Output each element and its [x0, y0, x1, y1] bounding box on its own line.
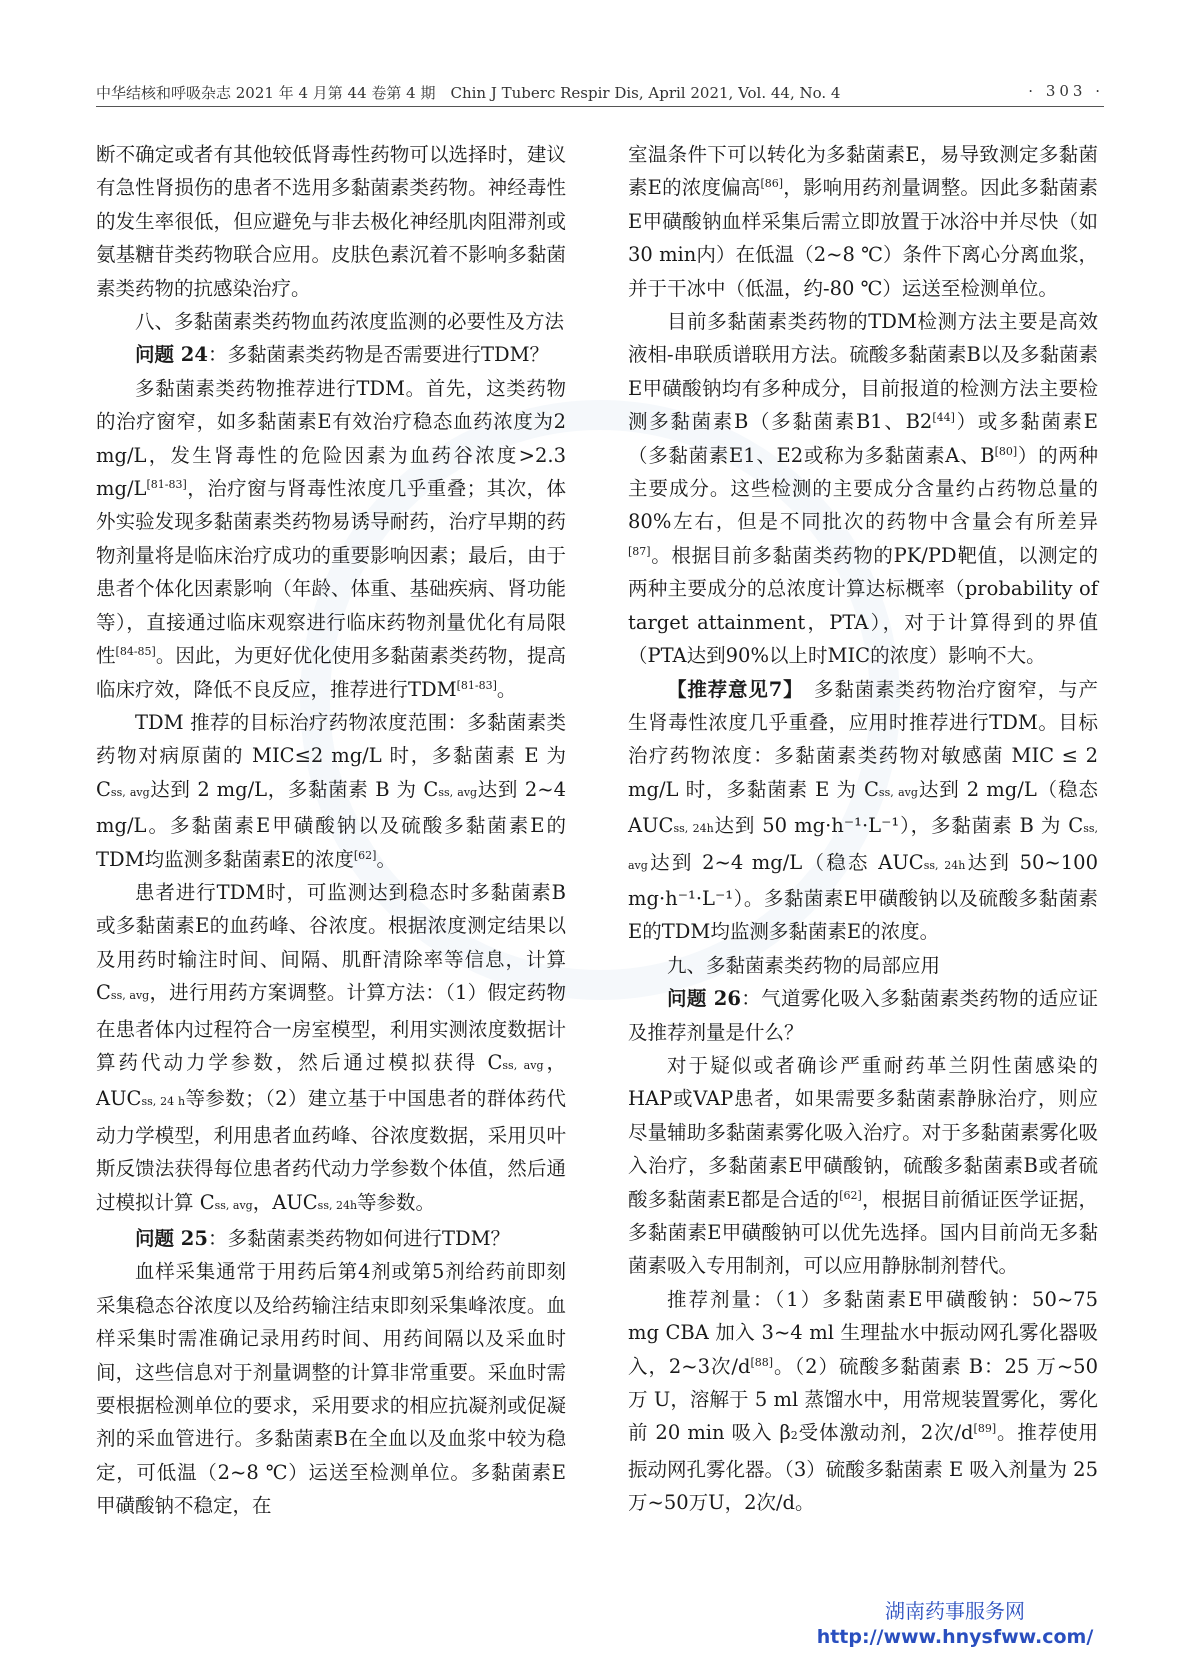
text-run: 。推荐使用振动网孔雾化器。（3）硫酸多黏菌素 E 吸入剂量为 25万~50万U，2次/d。	[628, 1421, 1098, 1515]
paragraph	[628, 1283, 1098, 1520]
text-run: ，AUC	[96, 1050, 566, 1111]
citation: [88]	[750, 1355, 774, 1369]
text-run: 。因此，为更好优化使用多黏菌素类药物，提高临床疗效，降低不良反应，推荐进行TDM	[96, 644, 566, 701]
right-column	[628, 138, 1098, 1520]
subscript: ss, avg	[502, 1058, 544, 1072]
site-name: 湖南药事服务网	[885, 1599, 1025, 1623]
citation: [62]	[839, 1188, 862, 1202]
text-run: 推荐剂量：（1）多黏菌素E甲磺酸钠：50~75 mg CBA 加入 3~4 ml 生理盐水中振动网孔雾化器吸入，2~3次/d	[628, 1287, 1098, 1378]
question-label: 问题 25	[135, 1227, 208, 1250]
question-text: ：多黏菌素类药物是否需要进行TDM？	[207, 343, 550, 367]
text-run: ）的两种主要成分。这些检测的主要成分含量约占药物总量的80%左右，但是不同批次的药物中含量会有所差异	[628, 443, 1098, 534]
subscript: ss, avg	[628, 822, 1098, 872]
citation: [86]	[760, 177, 784, 191]
text-run: ，影响用药剂量调整。因此多黏菌素E甲磺酸钠血样采集后需立即放置于冰浴中并尽快（如30 min内）在低温（2~8 ℃）条件下离心分离血浆，并于干冰中（低温，约-80 ℃）运送至检测单位。	[628, 176, 1098, 300]
paragraph	[96, 706, 566, 876]
paragraph: 断不确定或者有其他较低肾毒性药物可以选择时，建议有急性肾损伤的患者不选用多黏菌素类药物。神经毒性的发生率很低，但应避免与非去极化神经肌肉阻滞剂或氨基糖苷类药物联合应用。皮肤色素沉着不影响多黏菌素类药物的抗感染治疗。	[96, 143, 566, 300]
text-run: 患者进行TDM时，可监测达到稳态时多黏菌素B或多黏菌素E的血药峰、谷浓度。根据浓度测定结果以及用药时输注时间、间隔、肌酐清除率等信息，计算 C	[96, 880, 566, 1005]
subscript: ss, avg	[878, 785, 918, 799]
text-run: ）或多黏菌素E（多黏菌素E1、E2或称为多黏菌素A、B	[628, 410, 1098, 467]
question-label: 问题 24	[135, 343, 208, 367]
section-heading-9: 九、多黏菌素类药物的局部应用	[667, 953, 941, 977]
question-26	[628, 982, 1098, 1049]
question-25	[96, 1222, 566, 1255]
running-header	[96, 80, 1104, 107]
citation: [62]	[353, 848, 377, 862]
site-url-link[interactable]: http://www.hnysfww.com/	[816, 1626, 1094, 1648]
paragraph	[628, 1049, 1098, 1283]
citation: [81-83]	[456, 678, 497, 692]
text-run: ，AUC	[252, 1190, 318, 1214]
paragraph	[628, 138, 1098, 305]
text-run: TDM 推荐的目标治疗药物浓度范围：多黏菌素类药物对病原菌的 MIC≤2 mg/L 时，多黏菌素 E 为 C	[96, 710, 566, 801]
journal-citation: 中华结核和呼吸杂志 2021 年 4 月第 44 卷第 4 期 Chin J Tuberc Respir Dis, April 2021, Vol. 44, No. 4	[96, 84, 841, 102]
text-run: 达到 2~4 mg/L。多黏菌素E甲磺酸钠以及硫酸多黏菌素E的TDM均监测多黏菌素E的浓度	[96, 777, 566, 871]
citation: [80]	[994, 444, 1018, 458]
left-column	[96, 138, 566, 1523]
subscript: ss, 24h	[923, 858, 966, 872]
recommendation-label: 【推荐意见7】	[667, 677, 794, 701]
text-run: 。（2）硫酸多黏菌素 B：25 万~50 万 U，溶解于 5 ml 蒸馏水中，用常规装置雾化，雾化前 20 min 吸入 β	[628, 1354, 1098, 1445]
text-run: 。	[376, 847, 396, 871]
text-run: 达到 50~100 mg·h⁻¹·L⁻¹）。多黏菌素E甲磺酸钠以及硫酸多黏菌素E的TDM均监测多黏菌素E的浓度。	[628, 850, 1098, 944]
text-run: ，治疗窗与肾毒性浓度几乎重叠；其次，体外实验发现多黏菌素类药物易诱导耐药，治疗早期的药物剂量将是临床治疗成功的重要影响因素；最后，由于患者个体化因素影响（年龄、体重、基础疾病、肾功能等），直接通过临床观察进行临床药物剂量优化有局限性	[96, 477, 566, 668]
subscript: ss, 24h	[317, 1198, 358, 1212]
text-run: 达到 50 mg·h⁻¹·L⁻¹），多黏菌素 B 为 C	[713, 814, 1084, 838]
paragraph: 血样采集通常于用药后第4剂或第5剂给药前即刻采集稳态谷浓度以及给药输注结束即刻采集峰浓度。血样采集时需准确记录用药时间、用药间隔以及采血时间，这些信息对于剂量调整的计算非常重要。采血时需要根据检测单位的要求，采用要求的相应抗凝剂或促凝剂的采血管进行。多黏菌素B在全血以及血浆中较为稳定，可低温（2~8 ℃）运送至检测单位。多黏菌素E甲磺酸钠不稳定，在	[96, 1260, 566, 1518]
subscript: 2	[790, 1429, 798, 1443]
subscript: ss, avg	[110, 785, 150, 799]
question-label: 问题 26	[667, 987, 741, 1011]
recommendation-7	[628, 673, 1098, 949]
text-run: 等参数。	[357, 1190, 436, 1214]
text-run: 目前多黏菌素类药物的TDM检测方法主要是高效液相-串联质谱联用方法。硫酸多黏菌素B以及多黏菌素E甲磺酸钠均有多种成分，目前报道的检测方法主要检测多黏菌素B（多黏菌素B1、B2	[628, 310, 1098, 434]
subscript: ss, avg	[214, 1198, 253, 1212]
citation: [87]	[628, 544, 651, 558]
subscript: ss, 24 h	[141, 1095, 186, 1109]
text-run: 达到 2~4 mg/L（稳态 AUC	[647, 850, 924, 874]
citation: [44]	[932, 411, 955, 425]
text-run: 。	[496, 677, 517, 701]
site-watermark	[810, 1598, 1100, 1650]
text-run: 。根据目前多黏菌类药物的PK/PD靶值，以测定的两种主要成分的总浓度计算达标概率（probability of target attainment，PTA），对于计算得到的界值（PTA达到90%以上时MIC的浓度）影响不大。	[628, 543, 1098, 668]
text-run: 多黏菌素类药物治疗窗窄，与产生肾毒性浓度几乎重叠，应用时推荐进行TDM。目标治疗药物浓度：多黏菌素类药物对敏感菌 MIC ≤ 2 mg/L 时，多黏菌素 E 为 C	[628, 677, 1098, 801]
subscript: ss, avg	[110, 989, 150, 1003]
page-number: · 303 ·	[1028, 82, 1104, 100]
question-text: ：多黏菌素类药物如何进行TDM？	[207, 1227, 511, 1250]
citation: [89]	[973, 1422, 997, 1436]
paragraph	[96, 876, 566, 1222]
subscript: ss, 24h	[673, 822, 714, 836]
text-run: ，根据目前循证医学证据，多黏菌素E甲磺酸钠可以优先选择。国内目前尚无多黏菌素吸入专用制剂，可以应用静脉制剂替代。	[628, 1187, 1098, 1278]
citation: [84-85]	[115, 645, 156, 659]
paragraph	[628, 305, 1098, 672]
question-text: ：气道雾化吸入多黏菌素类药物的适应证及推荐剂量是什么？	[628, 987, 1098, 1044]
text-run: 多黏菌素类药物推荐进行TDM。首先，这类药物的治疗窗窄，如多黏菌素E有效治疗稳态血药浓度为2 mg/L，发生肾毒性的危险因素为血药谷浓度>2.3 mg/L	[96, 376, 566, 501]
paragraph	[96, 372, 566, 706]
question-24	[96, 338, 566, 371]
text-run: 达到 2 mg/L（稳态 AUC	[628, 777, 1098, 838]
citation: [81-83]	[146, 478, 187, 492]
text-run: ，进行用药方案调整。计算方法：（1）假定药物在患者体内过程符合一房室模型，利用实测浓度数据计算药代动力学参数，然后通过模拟获得 C	[96, 981, 566, 1074]
text-run: 受体激动剂，2次/d	[797, 1421, 974, 1445]
text-run: 等参数；（2）建立基于中国患者的群体药代动力学模型，利用患者血药峰、谷浓度数据，采用贝叶斯反馈法获得每位患者药代动力学参数个体值，然后通过模拟计算 C	[96, 1087, 566, 1214]
text-run: 室温条件下可以转化为多黏菌素E，易导致测定多黏菌素E的浓度偏高	[628, 143, 1098, 200]
subscript: ss, avg	[438, 785, 478, 799]
text-run: 达到 2 mg/L，多黏菌素 B 为 C	[149, 777, 439, 801]
section-heading-8: 八、多黏菌素类药物血药浓度监测的必要性及方法	[135, 310, 565, 334]
text-run: 对于疑似或者确诊严重耐药革兰阴性菌感染的HAP或VAP患者，如果需要多黏菌素静脉治疗，则应尽量辅助多黏菌素雾化吸入治疗。对于多黏菌素雾化吸入治疗，多黏菌素E甲磺酸钠，硫酸多黏菌素B或者硫酸多黏菌素E都是合适的	[628, 1053, 1098, 1211]
